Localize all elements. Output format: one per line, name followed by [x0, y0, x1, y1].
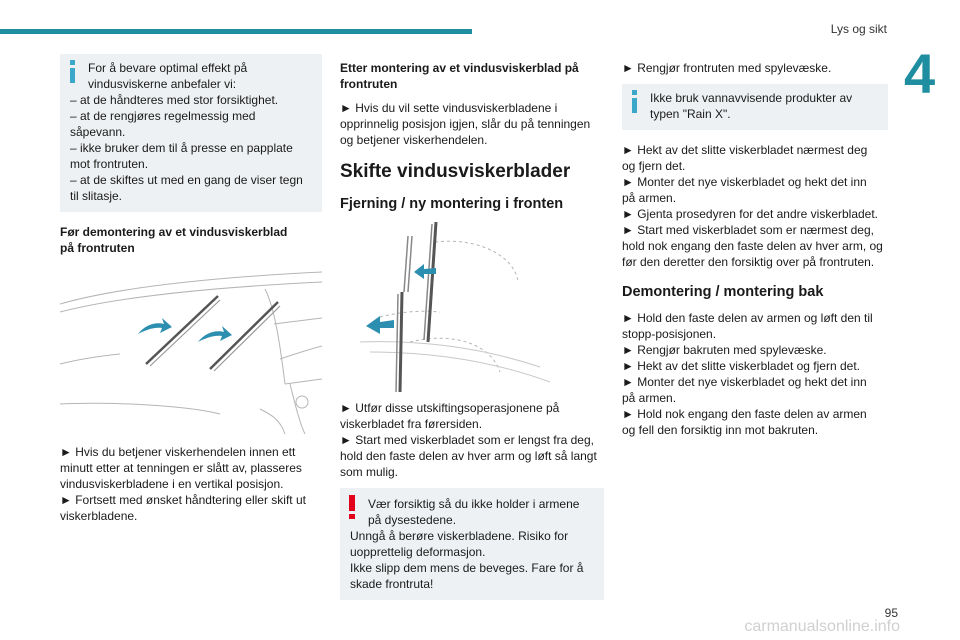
- info-note: [60, 54, 322, 212]
- paragraph-line: som mulig.: [340, 465, 399, 479]
- paragraph-line: vindusviskerbladene i en vertikal posisjon.: [60, 477, 284, 491]
- paragraph-original-position: [340, 100, 604, 148]
- paragraph-line: på armen.: [622, 391, 677, 405]
- warning-line: Unngå å berøre viskerbladene. Risiko for: [350, 529, 569, 543]
- paragraph-line: ► Hvis du betjener viskerhendelen innen ett: [60, 445, 296, 459]
- warning-line: skade frontruta!: [350, 577, 434, 591]
- warning-line: uopprettelig deformasjon.: [350, 545, 486, 559]
- paragraph-line: ► Gjenta prosedyren for det andre viskerbladet.: [622, 207, 879, 221]
- subsection-heading-rear: Demontering / montering bak: [622, 284, 824, 300]
- subheading-line: på frontruten: [60, 241, 135, 255]
- paragraph-replace-rear: [622, 310, 888, 438]
- info-icon: [68, 60, 76, 82]
- subheading-before-removal: [60, 224, 322, 256]
- paragraph-line: på armen.: [622, 191, 677, 205]
- chapter-number: 4: [904, 42, 936, 105]
- column-2: [340, 54, 604, 612]
- paragraph-vertical-position: [60, 444, 322, 524]
- warning-icon: [348, 495, 356, 519]
- column-3: [622, 54, 888, 446]
- paragraph-line: ► Start med viskerbladet som er lengst fra deg,: [340, 433, 594, 447]
- warning-line: Ikke slipp dem mens de beveges. Fare for å: [350, 561, 584, 575]
- paragraph-line: hold nok engang den faste delen av hver arm, og: [622, 239, 883, 253]
- section-heading: Skifte vindusviskerblader: [340, 161, 571, 182]
- paragraph-line: minutt etter at tenningen er slått av, plasseres: [60, 461, 302, 475]
- info-icon: [630, 90, 638, 112]
- header-accent-bar: [0, 29, 472, 34]
- paragraph-line: stopp-posisjonen.: [622, 327, 717, 341]
- subsection-heading-front: Fjerning / ny montering i fronten: [340, 196, 564, 212]
- warning-line: Vær forsiktig så du ikke holder i armene: [368, 497, 580, 511]
- note-line: såpevann.: [70, 125, 126, 139]
- paragraph-line: hold den faste delen av hver arm og løft så langt: [340, 449, 597, 463]
- info-note-rain-x: [622, 84, 888, 130]
- note-line: – at de håndteres med stor forsiktighet.: [70, 93, 279, 107]
- note-line: typen "Rain X".: [650, 107, 731, 121]
- paragraph-line: ► Monter det nye viskerbladet og hekt det inn: [622, 175, 867, 189]
- subheading-line: Etter montering av et vindusviskerblad på: [340, 61, 579, 75]
- paragraph-line: ► Hekt av det slitte viskerbladet og fjern det.: [622, 359, 860, 373]
- page-number: 95: [884, 606, 898, 620]
- page-section-title: Lys og sikt: [830, 22, 887, 36]
- warning-note: [340, 488, 604, 600]
- paragraph-line: og fell den forsiktig inn mot bakruten.: [622, 423, 819, 437]
- paragraph-line: ► Utfør disse utskiftingsoperasjonene på: [340, 401, 560, 415]
- note-line: Ikke bruk vannavvisende produkter av: [650, 91, 853, 105]
- paragraph-line: viskerbladet fra førersiden.: [340, 417, 483, 431]
- subheading-line: Før demontering av et vindusviskerblad: [60, 225, 288, 239]
- paragraph-clean-windscreen: [622, 60, 888, 76]
- paragraph-line: ► Rengjør bakruten med spylevæske.: [622, 343, 827, 357]
- note-line: For å bevare optimal effekt på: [88, 61, 248, 75]
- paragraph-line: ► Fortsett med ønsket håndtering eller skift ut: [60, 493, 306, 507]
- subheading-line: frontruten: [340, 77, 398, 91]
- note-line: – at de rengjøres regelmessig med: [70, 109, 256, 123]
- note-line: – at de skiftes ut med en gang de viser tegn: [70, 173, 303, 187]
- wiper-lift-illustration: [340, 222, 604, 392]
- paragraph-line: ► Monter det nye viskerbladet og hekt det inn: [622, 375, 867, 389]
- paragraph-line: viskerbladene.: [60, 509, 138, 523]
- paragraph-line: ► Hvis du vil sette vindusviskerbladene i: [340, 101, 558, 115]
- watermark-text: carmanualsonline.info: [744, 618, 900, 635]
- paragraph-line: og fjern det.: [622, 159, 686, 173]
- paragraph-replace-front: [622, 142, 888, 270]
- paragraph-line: ► Start med viskerbladet som er nærmest deg,: [622, 223, 874, 237]
- note-line: til slitasje.: [70, 189, 123, 203]
- paragraph-line: før den deretter den forsiktig over på frontruten.: [622, 255, 875, 269]
- paragraph-line: ► Hold den faste delen av armen og løft den til: [622, 311, 873, 325]
- note-line: mot frontruten.: [70, 157, 149, 171]
- windscreen-wipers-illustration: [60, 264, 322, 434]
- paragraph-line: ► Hold nok engang den faste delen av armen: [622, 407, 867, 421]
- subheading-after-fitting: [340, 60, 604, 92]
- warning-line: på dysestedene.: [368, 513, 457, 527]
- paragraph-driver-side: [340, 400, 604, 480]
- paragraph-line: ► Rengjør frontruten med spylevæske.: [622, 61, 832, 75]
- paragraph-line: og betjener viskerhendelen.: [340, 133, 488, 147]
- paragraph-line: ► Hekt av det slitte viskerbladet nærmest deg: [622, 143, 868, 157]
- note-line: vindusviskerne anbefaler vi:: [88, 77, 237, 91]
- column-1: [60, 54, 322, 532]
- note-line: – ikke bruker dem til å presse en papplate: [70, 141, 293, 155]
- paragraph-line: opprinnelig posisjon igjen, slår du på tenningen: [340, 117, 591, 131]
